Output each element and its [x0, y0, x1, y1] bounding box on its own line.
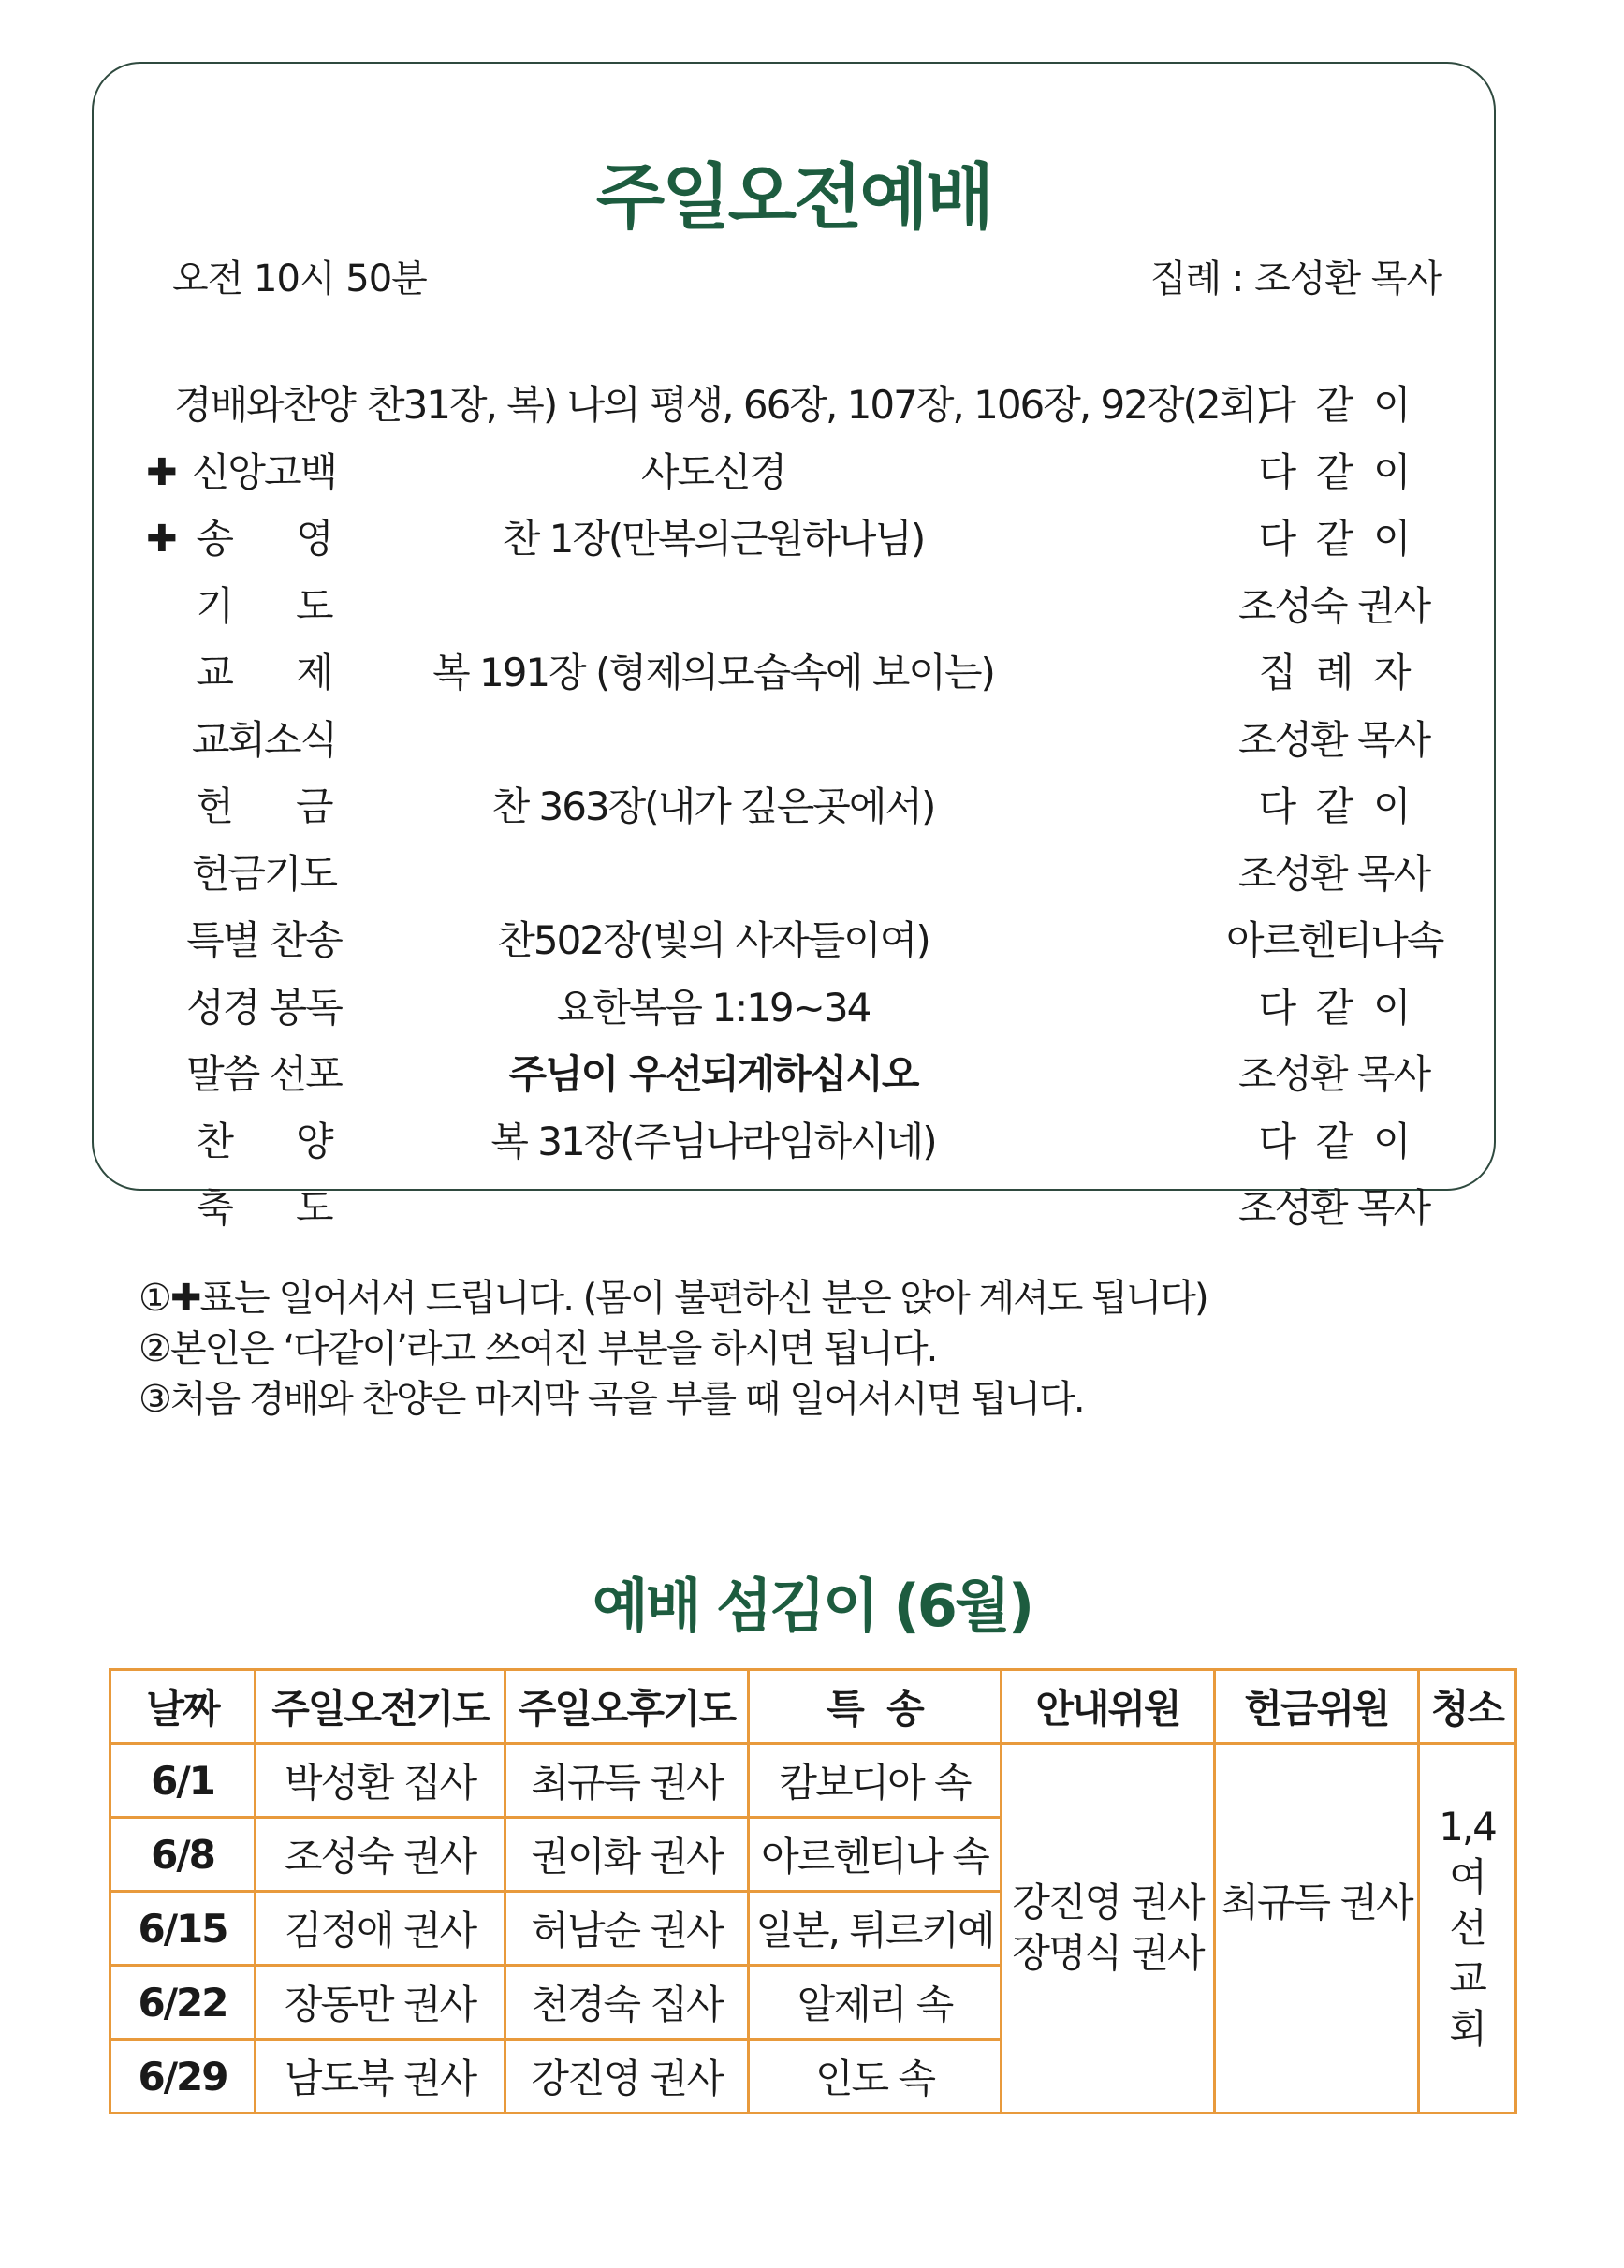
date-cell: 6/29	[110, 2040, 256, 2114]
offering-cell: 최규득 권사	[1215, 1744, 1419, 2114]
ushers-cell	[1002, 1744, 1215, 2114]
service-item-content: 사도신경	[640, 448, 786, 495]
pm-prayer-cell: 최규득 권사	[505, 1744, 749, 1818]
cleaning-line: 교	[1449, 1955, 1485, 2001]
service-item	[94, 843, 1494, 905]
service-item-content: 주님이 우선되게하십시오	[508, 1051, 918, 1097]
pm-prayer-cell: 허남순 권사	[505, 1892, 749, 1966]
duty-table	[109, 1668, 1517, 2114]
special-song-cell: 아르헨티나 속	[749, 1818, 1002, 1892]
date-cell: 6/8	[110, 1818, 256, 1892]
cleaning-line: 회	[1449, 2006, 1485, 2052]
service-item	[94, 642, 1494, 704]
service-item-leader: 다 같 이	[1258, 382, 1410, 428]
header-am-prayer: 주일오전기도	[256, 1670, 505, 1744]
service-item-content: 찬502장(빛의 사자들이여)	[497, 917, 929, 963]
service-item-leader: 다 같 이	[1258, 1118, 1410, 1164]
service-item-content: 찬31장, 복) 나의 평생, 66장, 107장, 106장, 92장(2회)	[367, 382, 1269, 428]
cross-icon: ✚	[146, 518, 176, 561]
am-prayer-cell: 김정애 권사	[256, 1892, 505, 1966]
service-item-label: 헌 금	[196, 783, 332, 829]
service-item-leader: 조성환 목사	[1237, 1185, 1430, 1231]
service-item-leader: 조성환 목사	[1237, 716, 1430, 763]
service-item-content: 복 191장 (형제의모습속에 보이는)	[432, 650, 994, 695]
header-special-song: 특 송	[749, 1670, 1002, 1744]
service-presider: 집례 : 조성환 목사	[1149, 257, 1441, 300]
note-text: 처음 경배와 찬양은 마지막 곡을 부를 때 일어서시면 됩니다.	[169, 1378, 1084, 1421]
service-item-leader: 다 같 이	[1258, 783, 1410, 829]
usher-name: 장명식 권사	[1012, 1930, 1204, 1976]
service-item-label: 축 도	[196, 1185, 332, 1231]
am-prayer-cell: 장동만 권사	[256, 1966, 505, 2040]
service-item-label: 신앙고백	[191, 448, 337, 495]
service-item	[94, 1111, 1494, 1173]
note-item	[139, 1273, 1207, 1324]
service-item-label: 송 영	[196, 516, 332, 562]
cleaning-line: 선	[1449, 1905, 1485, 1951]
service-item-leader: 다 같 이	[1258, 984, 1410, 1031]
note-item	[139, 1374, 1207, 1425]
service-item-label: 찬 양	[196, 1118, 332, 1164]
pm-prayer-cell: 천경숙 집사	[505, 1966, 749, 2040]
note-text: 본인은 ‘다같이’라고 쓰여진 부분을 하시면 됩니다.	[169, 1327, 937, 1370]
header-cleaning: 청소	[1419, 1670, 1516, 1744]
service-item	[94, 508, 1494, 570]
am-prayer-cell: 박성환 집사	[256, 1744, 505, 1818]
service-item-content: 찬 363장(내가 깊은곳에서)	[491, 783, 935, 829]
service-item	[94, 442, 1494, 504]
note-prefix: ③	[139, 1378, 170, 1421]
order-title: 주일오전예배	[595, 155, 992, 239]
service-item-leader: 다 같 이	[1258, 448, 1410, 495]
cleaning-line: 여	[1449, 1854, 1485, 1900]
service-item	[94, 1178, 1494, 1239]
header-offering: 헌금위원	[1215, 1670, 1419, 1744]
duty-header-row	[110, 1670, 1516, 1744]
service-item	[94, 576, 1494, 637]
am-prayer-cell: 조성숙 권사	[256, 1818, 505, 1892]
service-item	[94, 977, 1494, 1039]
service-item-content: 복 31장(주님나라임하시네)	[490, 1118, 936, 1164]
pm-prayer-cell: 강진영 권사	[505, 2040, 749, 2114]
service-item-label: 기 도	[196, 582, 332, 629]
header-date: 날짜	[110, 1670, 256, 1744]
service-time: 오전 10시 50분	[172, 257, 427, 300]
service-item	[94, 374, 1494, 436]
special-song-cell: 알제리 속	[749, 1966, 1002, 2040]
note-prefix: ①	[139, 1277, 170, 1320]
header-ushers: 안내위원	[1002, 1670, 1215, 1744]
service-item-label: 말씀 선포	[186, 1051, 342, 1097]
service-item-content: 찬 1장(만복의근원하나님)	[502, 516, 925, 562]
note-prefix: ②	[139, 1327, 170, 1370]
service-item-leader: 아르헨티나속	[1226, 917, 1443, 963]
cleaning-cell	[1419, 1744, 1516, 2114]
service-item	[94, 910, 1494, 972]
service-item-label: 경배와찬양	[174, 382, 355, 428]
service-item-leader: 조성환 목사	[1237, 1051, 1430, 1097]
service-item-label: 교회소식	[191, 716, 337, 763]
service-item	[94, 776, 1494, 838]
note-text: 표는 일어서서 드립니다. (몸이 불편하신 분은 앉아 계셔도 됩니다)	[199, 1277, 1207, 1320]
service-item-label: 교 제	[196, 650, 332, 695]
header-pm-prayer: 주일오후기도	[505, 1670, 749, 1744]
service-item-leader: 조성환 목사	[1237, 850, 1430, 897]
table-row	[110, 1744, 1516, 1818]
service-item-label: 성경 봉독	[186, 984, 342, 1031]
notes-list	[139, 1273, 1207, 1425]
special-song-cell: 일본, 튀르키예	[749, 1892, 1002, 1966]
note-item	[139, 1324, 1207, 1374]
usher-name: 강진영 권사	[1012, 1880, 1204, 1925]
am-prayer-cell: 남도북 권사	[256, 2040, 505, 2114]
service-item-leader: 집 례 자	[1258, 650, 1410, 695]
service-item-label: 헌금기도	[191, 850, 337, 897]
special-song-cell: 캄보디아 속	[749, 1744, 1002, 1818]
service-item-leader: 다 같 이	[1258, 516, 1410, 562]
service-item	[94, 710, 1494, 771]
service-item-content: 요한복음 1:19~34	[556, 984, 871, 1031]
order-of-service-box	[92, 62, 1496, 1231]
date-cell: 6/15	[110, 1892, 256, 1966]
service-item-label: 특별 찬송	[186, 917, 342, 963]
pm-prayer-cell: 권이화 권사	[505, 1818, 749, 1892]
date-cell: 6/1	[110, 1744, 256, 1818]
service-item	[94, 1044, 1494, 1105]
special-song-cell: 인도 속	[749, 2040, 1002, 2114]
date-cell: 6/22	[110, 1966, 256, 2040]
cross-icon: ✚	[169, 1277, 200, 1320]
duty-title: 예배 섬김이 (6월)	[592, 1572, 1032, 1640]
service-item-leader: 조성숙 권사	[1237, 582, 1430, 629]
cross-icon: ✚	[146, 450, 176, 494]
cleaning-line: 1,4	[1439, 1804, 1496, 1850]
